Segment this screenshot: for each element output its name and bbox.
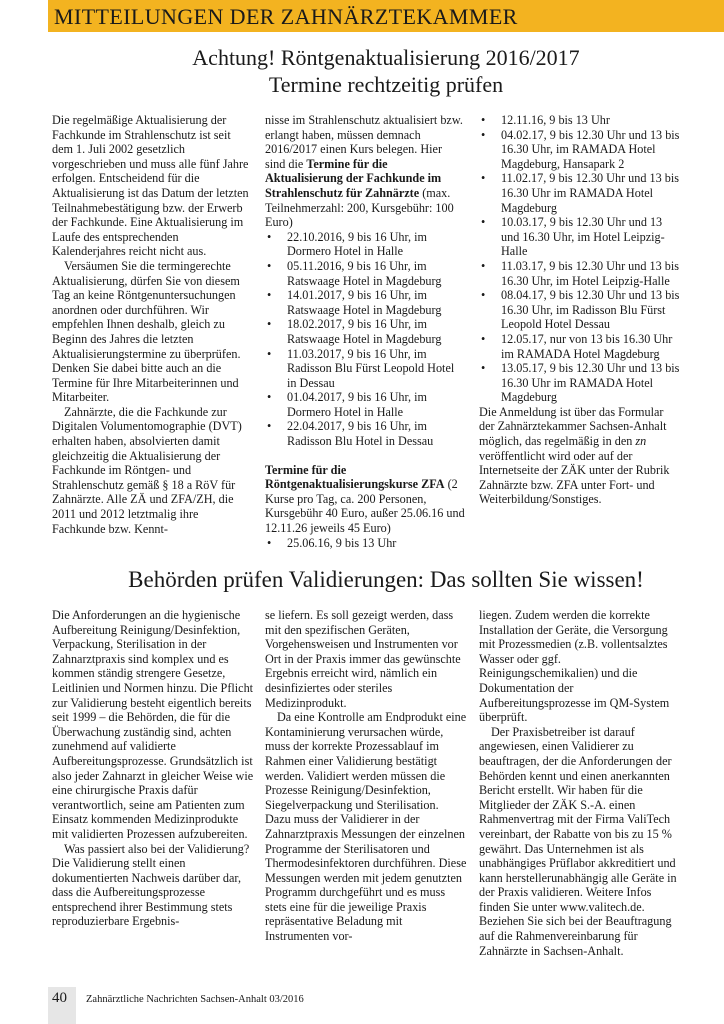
dentist-course-dates-list: [265, 230, 465, 449]
list-item: • 25.06.16, 9 bis 13 Uhr: [265, 536, 465, 551]
paragraph: Da eine Kontrolle am Endprodukt eine Kontaminierung verursachen würde, muss der korrekte Prozessablauf im Rahmen einer Validierung bestätigt werden. Validiert werden müssen die Prozesse Reinigung/Desinfektion, Siegelverpackung und Sterilisation. Dazu muss der Validierer in der Zahnarztpraxis Messungen der einzelnen Programme der Sterilisatoren und Thermodesinfektoren durchführen. Diese Messungen werden mit jedem genutzten Programm durchgeführt und es muss stets eine für die jeweilige Praxis repräsentative Beladung mit Instrumenten vor-: [265, 710, 467, 944]
list-item: • 04.02.17, 9 bis 12.30 Uhr und 13 bis 16.30 Uhr, im RAMADA Hotel Magdeburg, Hansapark 2: [479, 128, 681, 172]
list-item: • 11.03.17, 9 bis 12.30 Uhr und 13 bis 16.30 Uhr, im Hotel Leipzig-Halle: [479, 259, 681, 288]
list-item: • 22.04.2017, 9 bis 16 Uhr, im Radisson Blu Hotel in Dessau: [265, 419, 465, 448]
paragraph: Die Anforderungen an die hygienische Aufbereitung Reinigung/Desinfektion, Verpackung, Sterilisation in der Zahnarztpraxis sind komplex und es kommen ständig strengere Gesetze, Leitlinien und Normen hinzu. Die Pflicht zur Validierung besteht eigentlich bereits seit 1999 – die Behörden, die für die Überwachung zuständig sind, achten zunehmend auf validierte Aufbereitungsprozesse. Grundsätzlich ist also jeder Zahnarzt in gleicher Weise wie eine chirurgische Praxis dafür verantwortlich, seine am Patienten zum Einsatz kommenden Medizinprodukte mit validierten Prozessen aufzubereiten.: [52, 608, 254, 841]
list-item: • 01.04.2017, 9 bis 16 Uhr, im Dormero Hotel in Halle: [265, 390, 465, 419]
list-item: • 12.05.17, nur von 13 bis 16.30 Uhr im RAMADA Hotel Magdeburg: [479, 332, 681, 361]
article2-column-3: [479, 608, 681, 958]
zfa-course-dates-list-continued: [479, 113, 681, 405]
section-banner-title: MITTEILUNGEN DER ZAHNÄRZTEKAMMER: [54, 4, 518, 29]
article2-title: Behörden prüfen Validierungen: Das sollten Sie wissen!: [128, 567, 644, 592]
paragraph: se liefern. Es soll gezeigt werden, dass mit den spezifischen Geräten, Vorgehensweisen und Instrumenten vor Ort in der Praxis immer das gewünschte Ergebnis erreicht wird, nämlich ein desinfiziertes oder steriles Medizinprodukt.: [265, 608, 461, 710]
list-item: • 14.01.2017, 9 bis 16 Uhr, im Ratswaage Hotel in Magdeburg: [265, 288, 465, 317]
paragraph: Die regelmäßige Aktualisierung der Fachkunde im Strahlenschutz ist seit dem 1. Juli 2002 gesetzlich vorgeschrieben und muss alle fünf Jahre erfolgen. Entscheidend für die Aktualisierung ist das Datum der letzten Teilnahmebestätigung bzw. der Erwerb der Fachkunde. Eine Aktualisierung im Laufe des entsprechenden Kalenderjahres reicht nicht aus.: [52, 113, 249, 259]
paragraph: Versäumen Sie die termingerechte Aktualisierung, dürfen Sie von diesem Tag an keine Röntgenuntersuchungen anordnen oder durchführen. Wir empfehlen Ihnen deshalb, gleich zu Beginn des Jahres die letzten Aktualisierungstermine zu überprüfen. Denken Sie dabei bitte auch an die Termine für Ihre Mitarbeiterinnen und Mitarbeiter.: [52, 258, 241, 405]
zfa-course-dates-list: [265, 536, 465, 551]
paragraph: Termine für die Röntgenaktualisierungskurse ZFA (2 Kurse pro Tag, ca. 200 Personen, Kursgebühr 40 Euro, außer 25.06.16 und 12.11.26 jeweils 45 Euro): [265, 462, 465, 536]
paragraph: liegen. Zudem werden die korrekte Installation der Geräte, die Versorgung mit Prozessmedien (z.B. vollentsalztes Wasser oder ggf. Reinigungschemikalien) und die Dokumentation der Aufbereitungsprozesse im QM-System überprüft.: [479, 608, 670, 725]
list-item: • 11.02.17, 9 bis 12.30 Uhr und 13 bis 16.30 Uhr im RAMADA Hotel Magdeburg: [479, 171, 681, 215]
article1-column-1: [52, 113, 254, 536]
list-item: • 10.03.17, 9 bis 12.30 Uhr und 13 und 16.30 Uhr, im Hotel Leipzig-Halle: [479, 215, 681, 259]
list-item: • 05.11.2016, 9 bis 16 Uhr, im Ratswaage Hotel in Magdeburg: [265, 259, 465, 288]
list-item: • 18.02.2017, 9 bis 16 Uhr, im Ratswaage Hotel in Magdeburg: [265, 317, 465, 346]
zfa-dates-heading: Termine für die Röntgenaktualisierungskurse ZFA: [265, 462, 445, 492]
list-item: • 22.10.2016, 9 bis 16 Uhr, im Dormero Hotel in Halle: [265, 230, 465, 259]
publication-abbrev: zn: [635, 434, 647, 449]
list-item: • 12.11.16, 9 bis 13 Uhr: [479, 113, 681, 128]
article1-column-2: [265, 113, 465, 550]
paragraph: Zahnärzte, die die Fachkunde zur Digitalen Volumentomographie (DVT) erhalten haben, absolvierten damit gleichzeitig die Aktualisierung der Fachkunde im Röntgen- und Strahlenschutz gemäß § 18 a RöV für Zahnärzte. Alle ZÄ und ZFA/ZH, die 2011 und 2012 letztmalig ihre Fachkunde bzw. Kennt-: [52, 404, 242, 536]
list-item: • 08.04.17, 9 bis 12.30 Uhr und 13 bis 16.30 Uhr, im Radisson Blu Fürst Leopold Hotel Dessau: [479, 288, 681, 332]
publication-footer: Zahnärztliche Nachrichten Sachsen-Anhalt 03/2016: [86, 994, 304, 1005]
paragraph: Der Praxisbetreiber ist darauf angewiesen, einen Validierer zu beauftragen, der die Anforderungen der Behörden kennt und einen anerkannten Bericht erstellt. Wir haben für die Mitglieder der ZÄK S.-A. einen Rahmenvertrag mit der Firma ValiTech vereinbart, der Rabatte von bis zu 15 % gewährt. Das Unternehmen ist als unabhängiges Prüflabor akkreditiert und kann herstellerunabhängig alle Geräte in der Praxis validieren. Weitere Infos finden Sie unter www.valitech.de. Beziehen Sie sich bei der Beauftragung auf die Rahmenvereinbarung für Zahnärzte in Sachsen-Anhalt.: [479, 724, 677, 958]
article1-column-3: [479, 113, 681, 507]
article2-column-2: [265, 608, 467, 944]
dates-heading: Termine für die Aktualisierung der Fachkunde im Strahlenschutz für Zahnärzte: [265, 156, 442, 200]
list-item: • 13.05.17, 9 bis 12.30 Uhr und 13 bis 16.30 Uhr im RAMADA Hotel Magdeburg: [479, 361, 681, 405]
article1-title-line1: Achtung! Röntgenaktualisierung 2016/2017: [192, 45, 580, 70]
registration-paragraph: Die Anmeldung ist über das Formular der Zahnärztekammer Sachsen-Anhalt möglich, das regelmäßig in den zn veröffentlicht wird oder auf der Internetseite der ZÄK unter der Rubrik Zahnärzte bzw. ZFA unter Fort- und Weiterbildung/Sonstiges.: [479, 404, 670, 507]
article2-column-1: [52, 608, 254, 929]
paragraph: nisse im Strahlenschutz aktualisiert bzw. erlangt haben, müssen demnach 2016/2017 einen Kurs belegen. Hier sind die Termine für die Aktualisierung der Fachkunde im Strahlenschutz für Zahnärzte (max. Teilnehmerzahl: 200, Kursgebühr: 100 Euro): [265, 113, 463, 230]
paragraph: Was passiert also bei der Validierung? Die Validierung stellt einen dokumentierten Nachweis darüber dar, dass die Aufbereitungsprozesse entsprechend ihrer Bestimmung stets reproduzierbare Ergebnis-: [52, 841, 250, 929]
page-number: 40: [52, 990, 67, 1006]
article1-title-line2: Termine rechtzeitig prüfen: [268, 72, 504, 97]
list-item: • 11.03.2017, 9 bis 16 Uhr, im Radisson Blu Fürst Leopold Hotel in Dessau: [265, 347, 465, 391]
